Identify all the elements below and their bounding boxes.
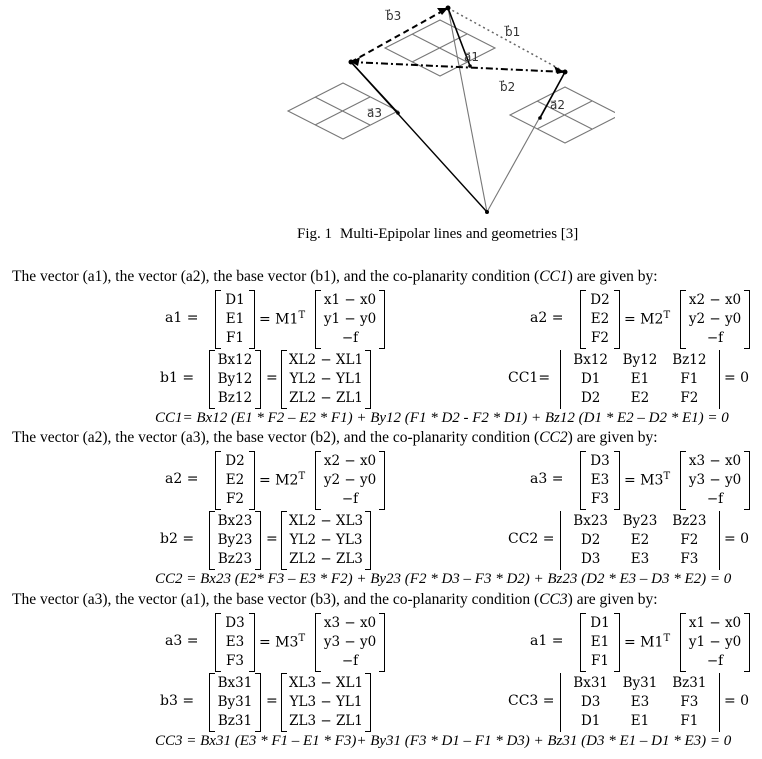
determinant-entry: Bz23 [672,513,707,529]
coplanarity-equals: = 0 [724,693,750,709]
matrix-entry: E2 [225,472,245,488]
coplanarity-lhs: CC2 = [508,531,555,547]
matrix-entry: F3 [226,653,244,669]
left-a-lhs: a3 = [165,633,199,649]
rotation-matrix: = M3 [259,634,299,651]
base-vector-lhs: b3 = [160,693,195,709]
matrix-entry: D2 [590,292,610,308]
matrix-entry: F2 [591,330,609,346]
equals-sign: = [266,693,278,709]
left-a-transform [259,310,305,328]
label-b3: b⃗3 [386,9,402,23]
label-a2: a⃗2 [550,98,565,112]
determinant-entry: D2 [580,390,601,406]
determinant-entry: Bx31 [573,675,609,691]
matrix-entry: −f [341,491,359,507]
determinant-entry: By31 [622,675,658,691]
equals-sign: = [266,531,278,547]
determinant-entry: F1 [680,371,699,387]
coplanarity-expansion: CC1= Bx12 (E1 * F2 – E2 * F1) + By12 (F1 * D2 - F2 * D1) + Bz12 (D1 * E2 – D2 * E1) = 0 [155,410,729,426]
intro-text: ) are given by: [567,591,658,608]
matrix-entry: By12 [217,371,253,387]
matrix-entry: D3 [225,615,245,631]
matrix-entry: XL2 − XL1 [288,352,364,368]
matrix-entry: E2 [590,311,610,327]
coplanarity-equals: = 0 [724,370,750,386]
determinant-entry: Bx12 [573,352,609,368]
rotation-matrix: = M2 [259,472,299,489]
matrix-entry: Bz12 [217,390,253,406]
matrix-entry: y1 − y0 [323,311,377,327]
transpose-mark: T [663,310,671,321]
matrix-entry: D1 [225,292,245,308]
determinant-entry: F2 [680,532,699,548]
transpose-mark: T [663,471,671,482]
intro-text: ) are given by: [567,268,658,285]
determinant-entry: By23 [622,513,658,529]
base-vector-lhs: b2 = [160,531,195,547]
matrix-entry: y3 − y0 [323,634,377,650]
coplanarity-label: CC3 [539,591,568,608]
determinant-entry: D3 [580,551,601,567]
caption-number: Fig. 1 [297,226,333,242]
matrix-entry: Bx12 [217,352,253,368]
matrix-entry: E3 [225,634,245,650]
coplanarity-label: CC1 [539,268,568,285]
matrix-entry: D1 [590,615,610,631]
coplanarity-expansion: CC2 = Bx23 (E2* F3 – E3 * F2) + By23 (F2 * D3 – F3 * D2) + Bz23 (D2 * E3 – D3 * E2) = 0 [155,571,732,587]
matrix-entry: y2 − y0 [688,311,742,327]
matrix-entry: YL3 − YL1 [289,694,363,710]
transpose-mark: T [298,633,306,644]
coplanarity-determinant [560,511,720,570]
determinant-entry: E1 [630,713,650,729]
matrix-entry: E3 [590,472,610,488]
intro-text: ) are given by: [567,429,658,446]
matrix-entry: F3 [591,491,609,507]
matrix-entry: D3 [590,453,610,469]
base-vector [209,350,261,409]
right-a-lhs: a1 = [530,633,564,649]
figure-caption [297,226,578,243]
matrix-entry: ZL3 − ZL1 [289,713,363,729]
matrix-entry: F2 [226,491,244,507]
determinant-entry: E2 [630,532,650,548]
matrix-entry: E1 [225,311,245,327]
epipolar-figure [285,2,615,217]
determinant-entry: Bz12 [672,352,707,368]
determinant-entry: Bz31 [672,675,707,691]
matrix-entry: −f [706,491,724,507]
matrix-entry: E1 [590,634,610,650]
determinant-entry: F3 [680,694,699,710]
label-a3: a⃗3 [367,106,382,120]
matrix-entry: XL2 − XL3 [288,513,364,529]
left-a-lhs: a1 = [165,310,199,326]
right-a-lhs: a3 = [530,471,564,487]
transpose-mark: T [298,471,306,482]
caption-text: Multi-Epipolar lines and geometries [3] [340,226,579,242]
matrix-entry: x3 − x0 [323,615,377,631]
left-a-vector [215,290,255,349]
label-b2: b⃗2 [500,80,516,94]
left-a-image-coords [315,290,385,349]
intro-text: The vector (a3), the vector (a1), the base vector (b3), and the co-planarity condition ( [12,591,540,608]
base-vector-lhs: b1 = [160,370,195,386]
right-a-image-coords [680,613,750,672]
matrix-entry: y1 − y0 [688,634,742,650]
right-a-transform [624,310,670,328]
equals-sign: = [266,370,278,386]
determinant-entry: D1 [580,713,601,729]
transpose-mark: T [298,310,306,321]
coplanarity-determinant [560,350,720,409]
matrix-entry: Bz23 [217,551,253,567]
right-a-vector [580,290,620,349]
label-b1: b⃗1 [505,25,521,39]
coplanarity-label: CC2 [539,429,568,446]
section-intro [12,591,658,609]
right-a-vector [580,613,620,672]
matrix-entry: Bz31 [217,713,253,729]
label-a1: a⃗1 [464,50,479,64]
left-a-transform [259,633,305,651]
matrix-entry: x3 − x0 [688,453,742,469]
base-vector-diff [281,350,371,409]
matrix-entry: XL3 − XL1 [288,675,364,691]
matrix-entry: −f [706,330,724,346]
matrix-entry: F1 [591,653,609,669]
left-a-transform [259,471,305,489]
determinant-entry: By12 [622,352,658,368]
matrix-entry: By23 [217,532,253,548]
matrix-entry: y2 − y0 [323,472,377,488]
matrix-entry: D2 [225,453,245,469]
matrix-entry: −f [341,653,359,669]
right-a-vector [580,451,620,510]
section-intro [12,268,658,286]
matrix-entry: YL2 − YL3 [289,532,363,548]
intro-text: The vector (a1), the vector (a2), the base vector (b1), and the co-planarity condition ( [12,268,540,285]
matrix-entry: Bx23 [217,513,253,529]
matrix-entry: x1 − x0 [323,292,377,308]
left-a-lhs: a2 = [165,471,199,487]
determinant-entry: E2 [630,390,650,406]
base-vector [209,673,261,732]
matrix-entry: Bx31 [217,675,253,691]
image-plane-2 [510,87,615,143]
matrix-entry: F1 [226,330,244,346]
rotation-matrix: = M2 [624,311,664,328]
matrix-entry: −f [341,330,359,346]
left-a-vector [215,451,255,510]
matrix-entry: y3 − y0 [688,472,742,488]
determinant-entry: E3 [630,694,650,710]
base-vector [209,511,261,570]
coplanarity-lhs: CC1= [508,370,551,386]
matrix-entry: ZL2 − ZL3 [289,551,363,567]
coplanarity-equals: = 0 [724,531,750,547]
coplanarity-determinant [560,673,720,732]
left-a-vector [215,613,255,672]
determinant-entry: E3 [630,551,650,567]
matrix-entry: ZL2 − ZL1 [289,390,363,406]
matrix-entry: By31 [217,694,253,710]
matrix-entry: −f [706,653,724,669]
determinant-entry: F1 [680,713,699,729]
right-a-image-coords [680,290,750,349]
intro-text: The vector (a2), the vector (a3), the base vector (b2), and the co-planarity condition ( [12,429,540,446]
coplanarity-expansion: CC3 = Bx31 (E3 * F1 – E1 * F3)+ By31 (F3 * D1 – F1 * D3) + Bz31 (D3 * E1 – D1 * E3) = 0 [155,733,732,749]
left-a-image-coords [315,613,385,672]
right-a-image-coords [680,451,750,510]
rotation-matrix: = M3 [624,472,664,489]
rotation-matrix: = M1 [259,311,299,328]
base-vector-diff [281,511,371,570]
section-intro [12,429,658,447]
rotation-matrix: = M1 [624,634,664,651]
right-a-transform [624,471,670,489]
matrix-entry: x2 − x0 [323,453,377,469]
left-a-image-coords [315,451,385,510]
determinant-entry: F3 [680,551,699,567]
base-vector-diff [281,673,371,732]
determinant-entry: D3 [580,694,601,710]
determinant-entry: Bx23 [573,513,609,529]
determinant-entry: D1 [580,371,601,387]
determinant-entry: E1 [630,371,650,387]
matrix-entry: YL2 − YL1 [289,371,363,387]
right-a-lhs: a2 = [530,310,564,326]
matrix-entry: x1 − x0 [688,615,742,631]
transpose-mark: T [663,633,671,644]
determinant-entry: F2 [680,390,699,406]
right-a-transform [624,633,670,651]
determinant-entry: D2 [580,532,601,548]
coplanarity-lhs: CC3 = [508,693,555,709]
matrix-entry: x2 − x0 [688,292,742,308]
